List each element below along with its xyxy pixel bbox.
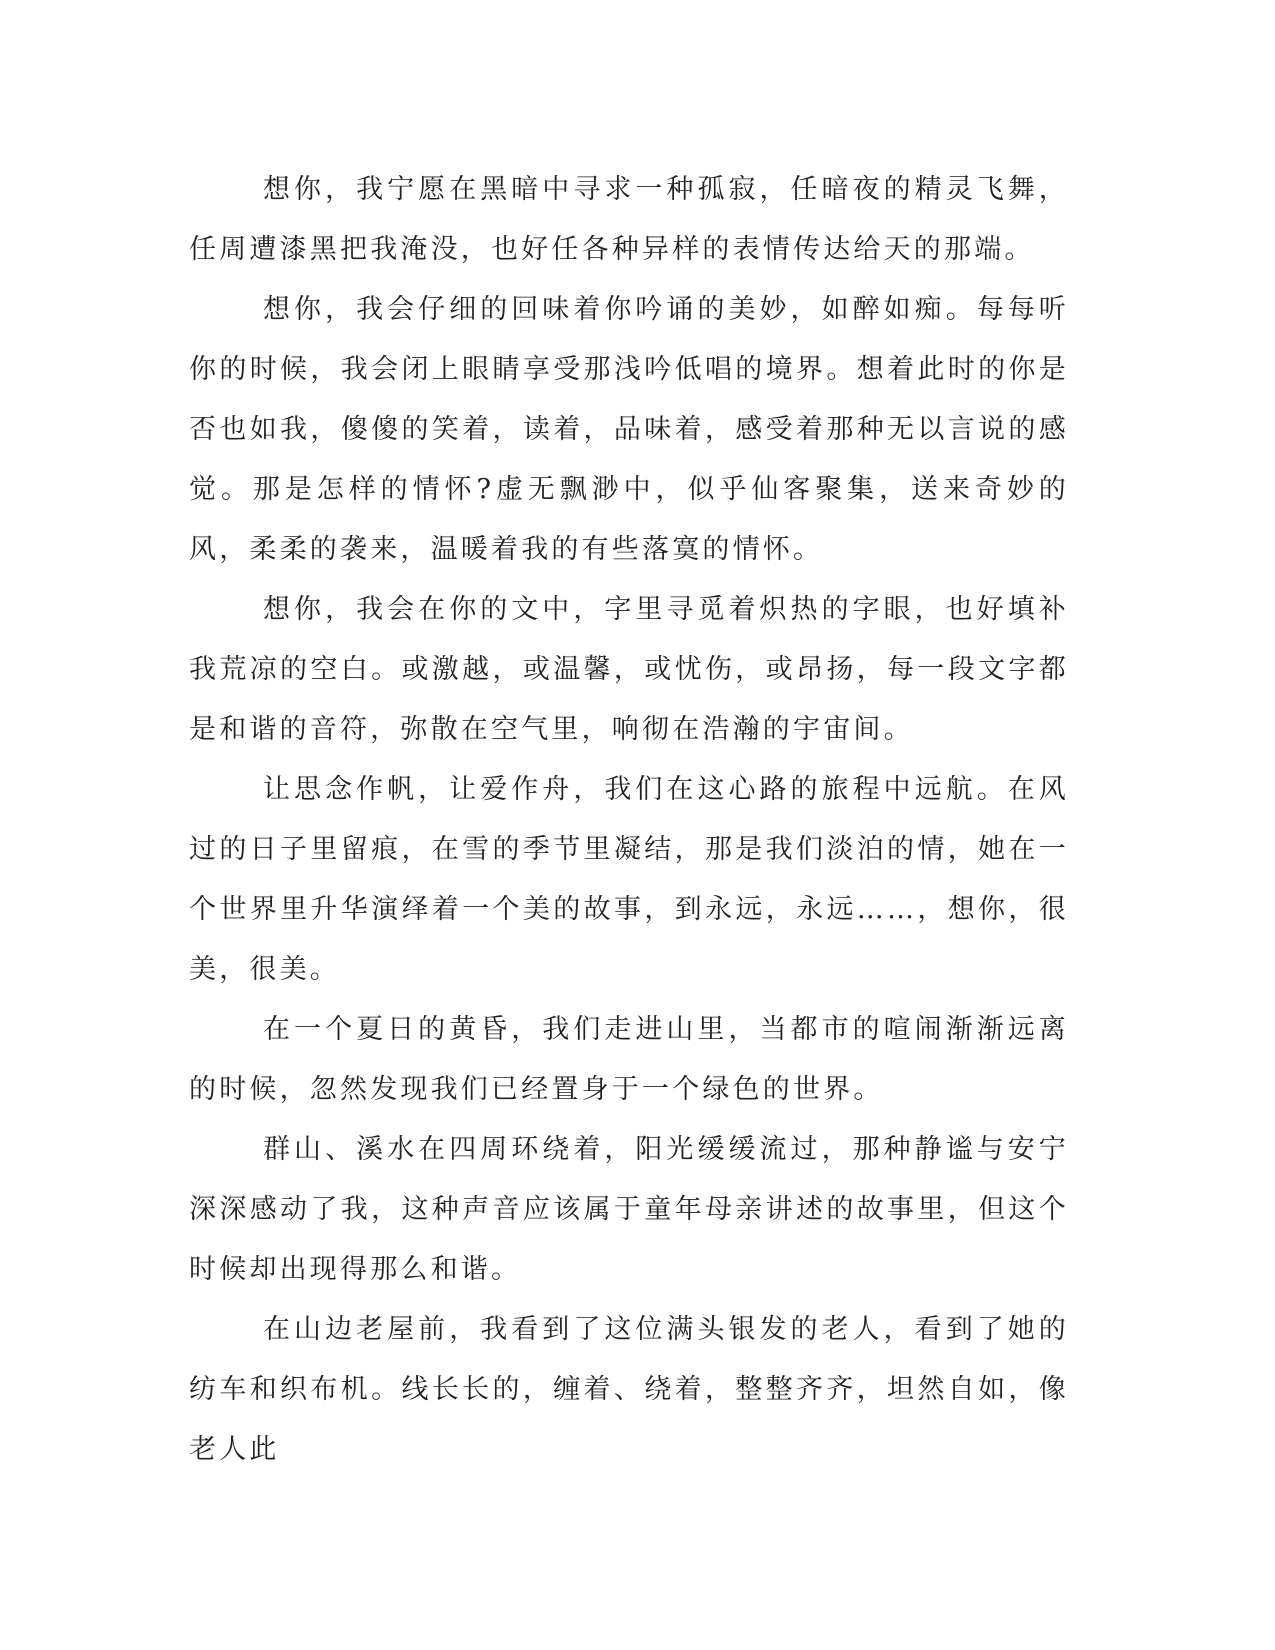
paragraph: 想你，我宁愿在黑暗中寻求一种孤寂，任暗夜的精灵飞舞，任周遭漆黑把我淹没，也好任各种异样的表情传达给天的那端。: [189, 174, 1069, 265]
paragraph: 想你，我会仔细的回味着你吟诵的美妙，如醉如痴。每每听你的时候，我会闭上眼睛享受那浅吟低唱的境界。想着此时的你是否也如我，傻傻的笑着，读着，品味着，感受着那种无以言说的感觉。那是怎样的情怀?虚无飘渺中，似乎仙客聚集，送来奇妙的风，柔柔的袭来，温暖着我的有些落寞的情怀。: [189, 294, 1069, 565]
paragraph: 让思念作帆，让爱作舟，我们在这心路的旅程中远航。在风过的日子里留痕，在雪的季节里凝结，那是我们淡泊的情，她在一个世界里升华演绎着一个美的故事，到永远，永远……，想你，很美，很美。: [189, 774, 1069, 985]
paragraph: 在一个夏日的黄昏，我们走进山里，当都市的喧闹渐渐远离的时候，忽然发现我们已经置身于一个绿色的世界。: [189, 1014, 1069, 1105]
paragraph: 想你，我会在你的文中，字里寻觅着炽热的字眼，也好填补我荒凉的空白。或激越，或温馨，或忧伤，或昂扬，每一段文字都是和谐的音符，弥散在空气里，响彻在浩瀚的宇宙间。: [189, 594, 1069, 745]
paragraph: 在山边老屋前，我看到了这位满头银发的老人，看到了她的纺车和织布机。线长长的，缠着、绕着，整整齐齐，坦然自如，像老人此: [189, 1314, 1069, 1465]
document-body: [189, 160, 1069, 1480]
paragraph: 群山、溪水在四周环绕着，阳光缓缓流过，那种静谧与安宁深深感动了我，这种声音应该属于童年母亲讲述的故事里，但这个时候却出现得那么和谐。: [189, 1134, 1069, 1285]
